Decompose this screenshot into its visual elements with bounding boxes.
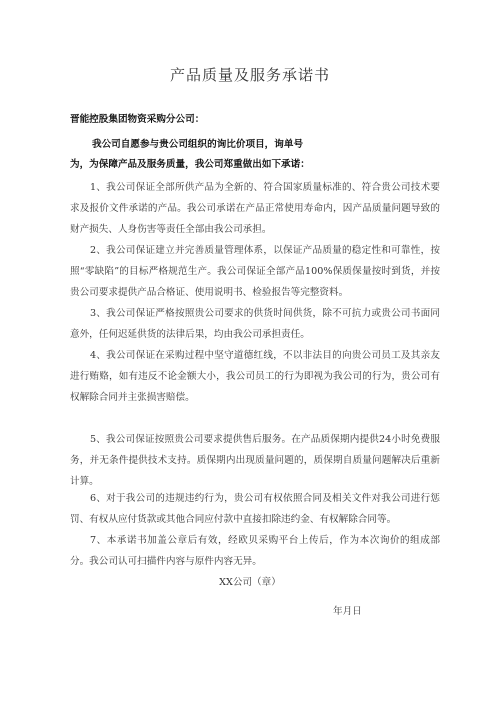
commitment-paragraph-2: 2、我公司保证建立并完善质量管理体系，以保证产品质量的稳定性和可靠性，按照“零缺陷”的目标严格规范生产。我公司保证全部产品100%保质保量按时到货，并按贵公司要求提供产品合格证、使用说明书、检验报告等完整资料。 (70, 245, 440, 298)
intro-line-1: 我公司自愿参与贵公司组织的询比价项目，询单号 (92, 139, 304, 150)
commitment-paragraph-7: 7、本承诺书加盖公章后有效，经欧贝采购平台上传后，作为本次询价的组成部分。我公司认可扫描件内容与原件内容无异。 (70, 535, 440, 567)
commitment-paragraph-5: 5、我公司保证按照贵公司要求提供售后服务。在产品质保期内提供24小时免费服务，并无条件提供技术支持。质保期内出现质量问题的，质保期自质量问题解决后重新计算。 (70, 434, 440, 487)
commitment-paragraph-4: 4、我公司保证在采购过程中坚守道德红线，不以非法目的向贵公司员工及其亲友进行贿赂，如有违反不论金额大小，我公司员工的行为即视为我公司的行为，贵公司有权解除合同并主张损害赔偿。 (70, 350, 440, 403)
salutation: 晋能控股集团物资采购分公司： (70, 114, 205, 125)
intro-line-2: 为，为保障产品及服务质量，我公司郑重做出如下承诺： (70, 159, 310, 170)
commitment-paragraph-6: 6、对于我公司的违规违约行为，贵公司有权依照合同及相关文件对我公司进行惩罚、有权从应付货款或其他合同应付款中直接扣除违约金、有权解除合同等。 (70, 493, 440, 525)
commitment-paragraph-3: 3、我公司保证严格按照贵公司要求的供货时间供货，除不可抗力或贵公司书面同意外，任何迟延供货的法律后果，均由我公司承担责任。 (70, 308, 440, 340)
company-seal-line: XX公司（章） (219, 577, 281, 588)
date-line: 年月日 (333, 606, 362, 617)
document-title: 产品质量及服务承诺书 (169, 66, 330, 84)
commitment-paragraph-1: 1、我公司保证全部所供产品为全新的、符合国家质量标准的、符合贵公司技术要求及报价文件承诺的产品。我公司承诺在产品正常使用寿命内，因产品质量问题导致的财产损失、人身伤害等责任全部由我公司承担。 (70, 182, 440, 235)
